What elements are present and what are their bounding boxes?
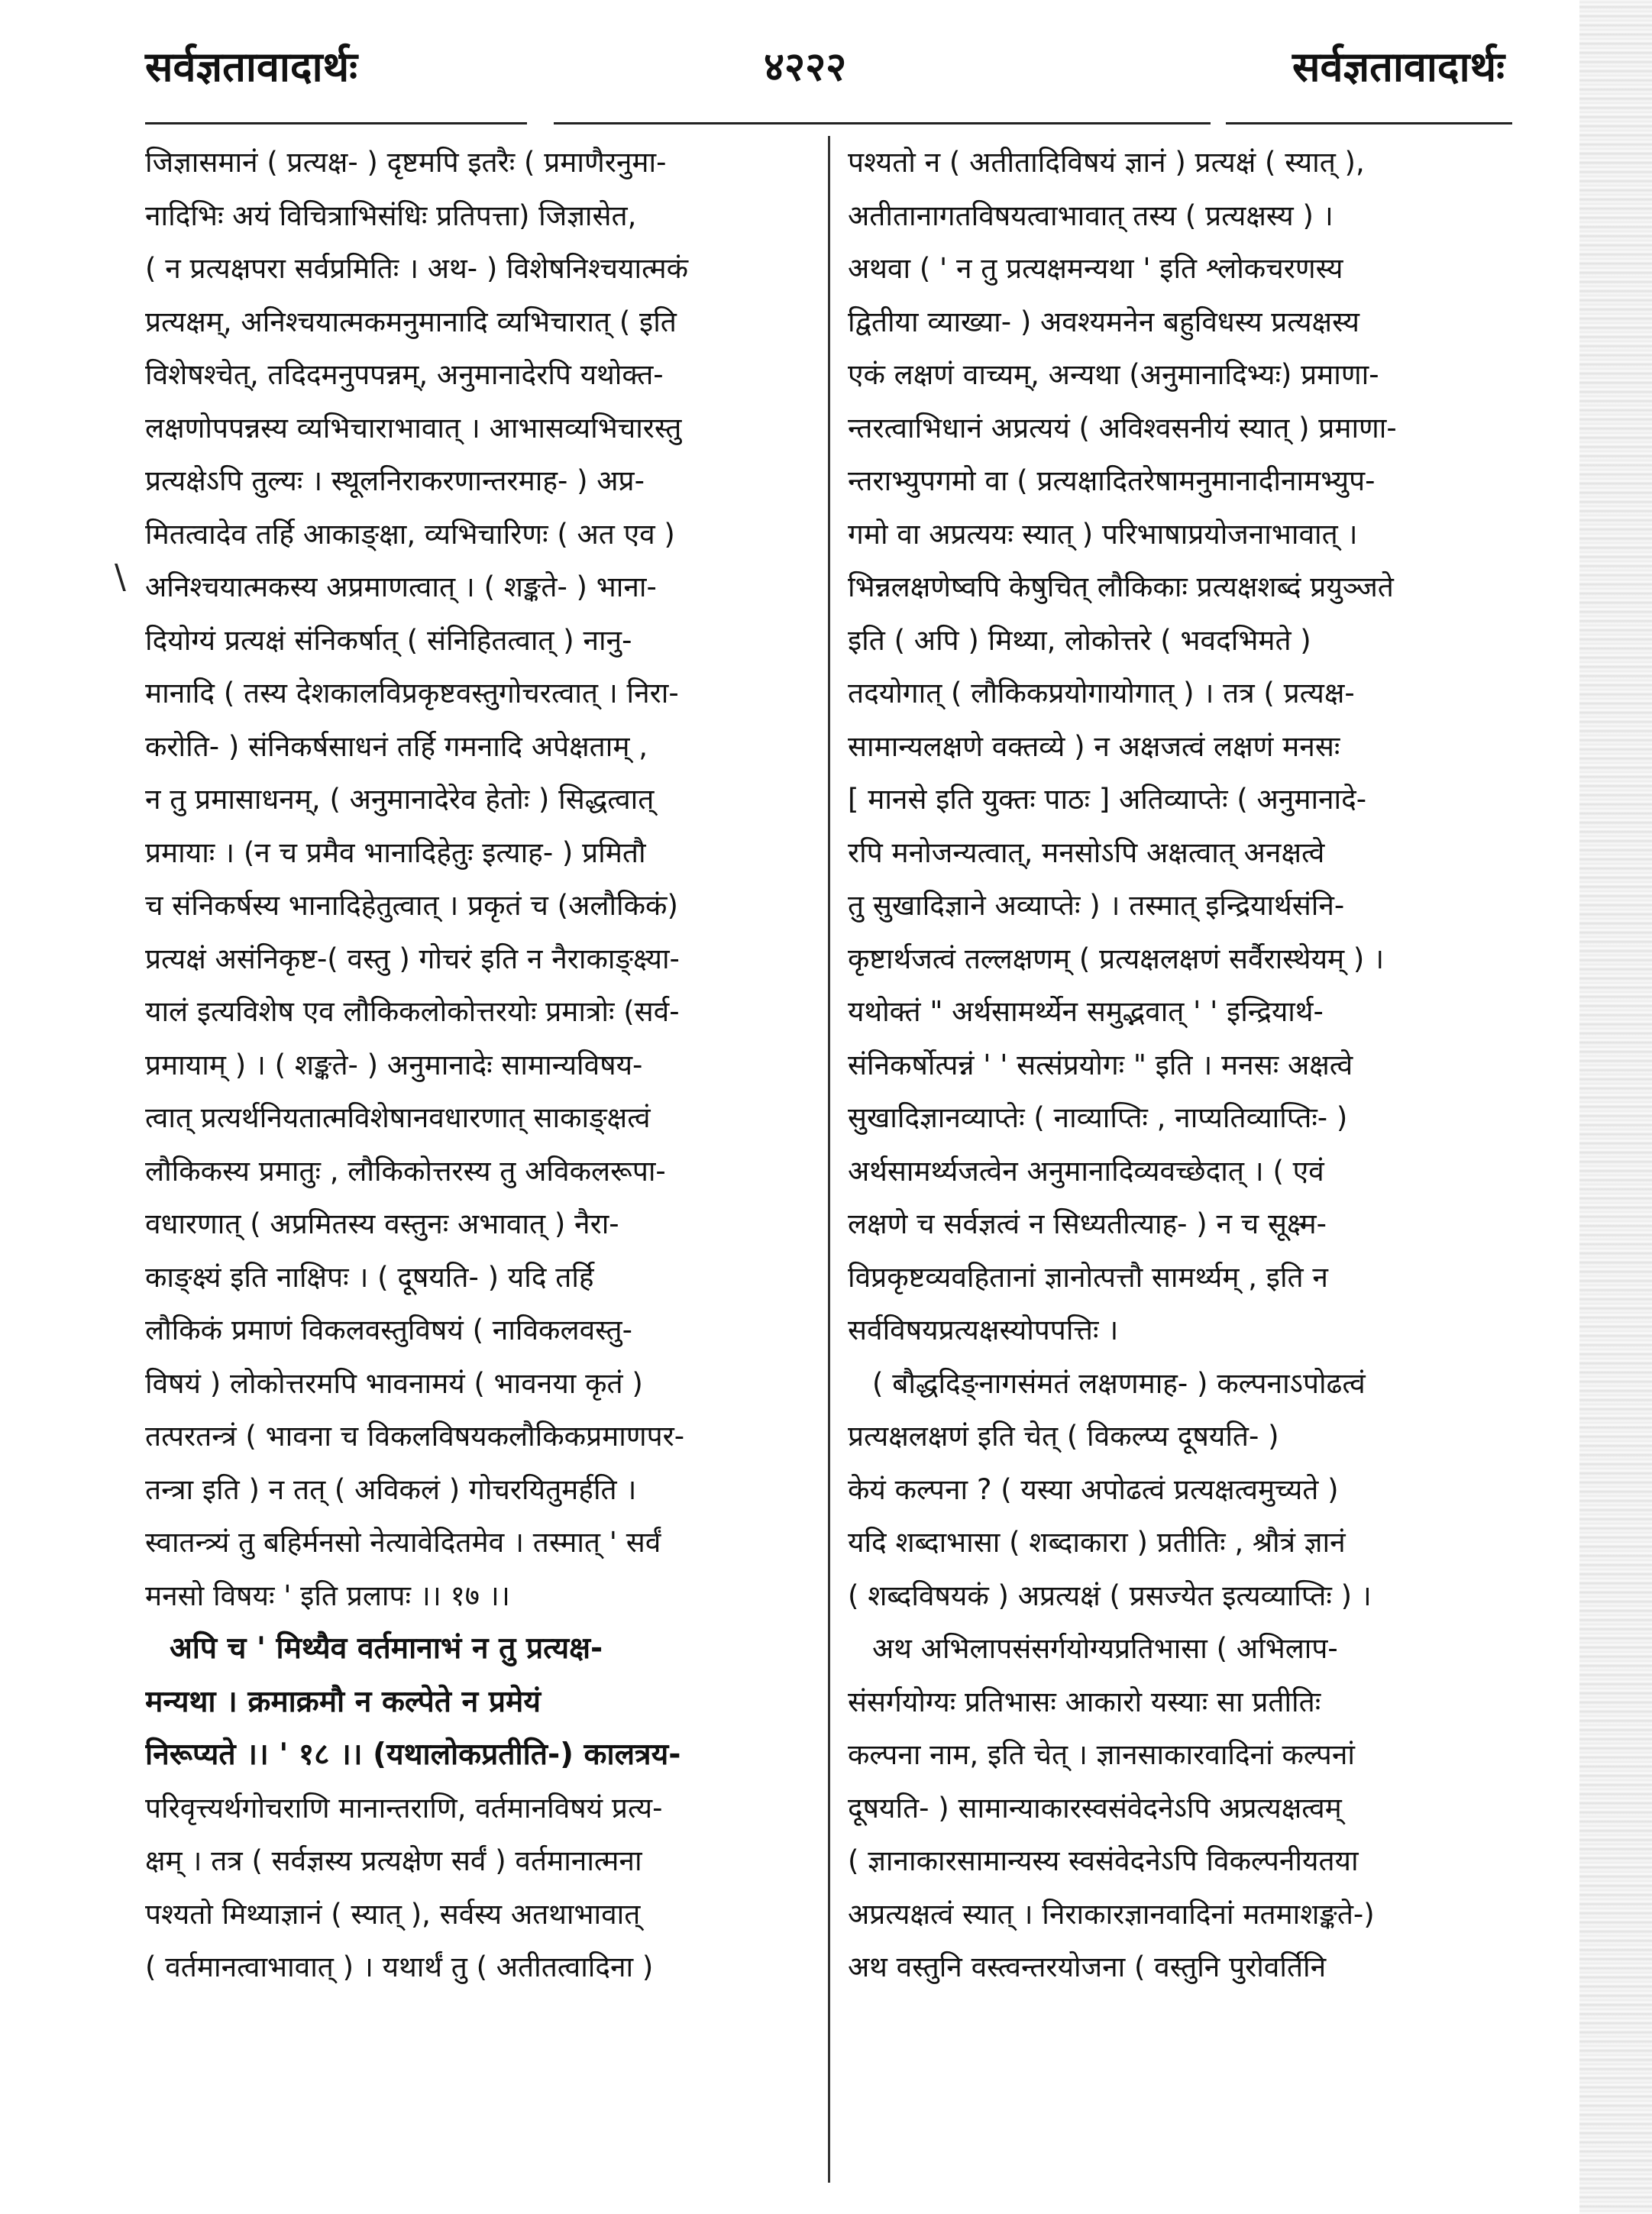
text-line: च संनिकर्षस्य भानादिहेतुत्वात् । प्रकृतं च (अलौकिकं) [145, 889, 678, 922]
column-divider [828, 136, 830, 2183]
text-line: अपि च ' मिथ्यैव वर्तमानाभं न तु प्रत्यक्ष- [170, 1631, 603, 1666]
text-line: मानादि ( तस्य देशकालविप्रकृष्टवस्तुगोचरत्वात् । निरा- [145, 677, 679, 709]
text-line: संनिकर्षोत्पन्नं ' ' सत्संप्रयोगः " इति । मनसः अक्षत्वे [848, 1048, 1353, 1081]
text-line: अतीतानागतविषयत्वाभावात् तस्य ( प्रत्यक्षस्य ) । [848, 199, 1334, 232]
left-column [145, 136, 810, 1994]
text-line: ( बौद्धदिङ्नागसंमतं लक्षणमाह- ) कल्पनाऽपोढत्वं [872, 1366, 1366, 1400]
text-line: लौकिकस्य प्रमातुः , लौकिकोत्तरस्य तु अविकलरूपा- [145, 1154, 666, 1188]
text-line: द्वितीया व्याख्या- ) अवश्यमनेन बहुविधस्य प्रत्यक्षस्य [848, 305, 1359, 338]
header-right-title: सर्वज्ञतावादार्थः [1292, 43, 1505, 91]
text-line: वधारणात् ( अप्रमितस्य वस्तुनः अभावात् ) नैरा- [145, 1207, 619, 1240]
text-line: विषयं ) लोकोत्तरमपि भावनामयं ( भावनया कृतं ) [145, 1366, 643, 1400]
text-line: प्रत्यक्षं असंनिकृष्ट-( वस्तु ) गोचरं इति न नैराकाङ्क्ष्या- [145, 942, 680, 975]
text-line: न्तराभ्युपगमो वा ( प्रत्यक्षादितरेषामनुमानादीनामभ्युप- [848, 464, 1376, 497]
text-line: प्रत्यक्षेऽपि तुल्यः । स्थूलनिराकरणान्तरमाह- ) अप्र- [145, 464, 645, 497]
text-line: जिज्ञासमानं ( प्रत्यक्ष- ) दृष्टमपि इतरैः ( प्रमाणैरनुमा- [145, 146, 667, 179]
text-line: दूषयति- ) सामान्याकारस्वसंवेदनेऽपि अप्रत्यक्षत्वम् [848, 1791, 1342, 1825]
text-line: सामान्यलक्षणे वक्तव्ये ) न अक्षजत्वं लक्षणं मनसः [848, 729, 1340, 763]
text-line: काङ्क्ष्यं इति नाक्षिपः । ( दूषयति- ) यदि तर्हि [145, 1260, 594, 1294]
text-line: ( ज्ञानाकारसामान्यस्य स्वसंवेदनेऽपि विकल्पनीयतया [848, 1844, 1359, 1877]
text-line: करोति- ) संनिकर्षसाधनं तर्हि गमनादि अपेक्षताम् , [145, 729, 648, 763]
text-line: विशेषश्चेत्, तदिदमनुपपन्नम्, अनुमानादेरपि यथोक्त- [145, 358, 664, 391]
text-line: अर्थसामर्थ्यजत्वेन अनुमानादिव्यवच्छेदात् । ( एवं [848, 1154, 1324, 1188]
text-line: ( शब्दविषयकं ) अप्रत्यक्षं ( प्रसज्येत इत्यव्याप्तिः ) । [848, 1579, 1372, 1612]
text-line: पश्यतो मिथ्याज्ञानं ( स्यात् ), सर्वस्य अतथाभावात् [145, 1897, 641, 1931]
text-line: लक्षणोपपन्नस्य व्यभिचाराभावात् । आभासव्यभिचारस्तु [145, 411, 682, 444]
text-line: गमो वा अप्रत्ययः स्यात् ) परिभाषाप्रयोजनाभावात् । [848, 517, 1358, 551]
text-line: तु सुखादिज्ञाने अव्याप्तेः ) । तस्मात् इन्द्रियार्थसंनि- [848, 889, 1345, 922]
text-line: अप्रत्यक्षत्वं स्यात् । निराकारज्ञानवादिनां मतमाशङ्कते-) [848, 1897, 1375, 1931]
text-line: विप्रकृष्टव्यवहितानां ज्ञानोत्पत्तौ सामर्थ्यम् , इति न [848, 1260, 1328, 1294]
text-line: दियोग्यं प्रत्यक्षं संनिकर्षात् ( संनिहितत्वात् ) नानु- [145, 623, 632, 657]
text-line: क्षम् । तत्र ( सर्वज्ञस्य प्रत्यक्षेण सर्वं ) वर्तमानात्मना [145, 1844, 642, 1877]
right-column [848, 136, 1512, 1994]
text-line: परिवृत्त्यर्थगोचराणि मानान्तराणि, वर्तमानविषयं प्रत्य- [145, 1791, 663, 1825]
text-line: अथवा ( ' न तु प्रत्यक्षमन्यथा ' इति श्लोकचरणस्य [848, 252, 1343, 285]
header-rule-center [554, 122, 1211, 124]
text-line: न तु प्रमासाधनम्, ( अनुमानादेरेव हेतोः ) सिद्धत्वात् [145, 783, 655, 816]
text-line: प्रत्यक्षम्, अनिश्चयात्मकमनुमानादि व्यभिचारात् ( इति [145, 305, 677, 338]
text-line: लौकिकं प्रमाणं विकलवस्तुविषयं ( नाविकलवस्तु- [145, 1314, 632, 1346]
text-line: मितत्वादेव तर्हि आकाङ्क्षा, व्यभिचारिणः ( अत एव ) [145, 517, 675, 551]
text-line: ( न प्रत्यक्षपरा सर्वप्रमितिः । अथ- ) विशेषनिश्चयात्मकं [145, 252, 689, 285]
text-line: निरूप्यते ।। ' १८ ।। (यथालोकप्रतीति-) कालत्रय- [145, 1737, 681, 1772]
text-line: मन्यथा । क्रमाक्रमौ न कल्पेते न प्रमेयं [145, 1684, 541, 1719]
text-line: एकं लक्षणं वाच्यम्, अन्यथा (अनुमानादिभ्यः) प्रमाणा- [848, 358, 1379, 391]
running-header [137, 37, 1512, 105]
text-line: तत्परतन्त्रं ( भावना च विकलविषयकलौकिकप्रमाणपर- [145, 1420, 685, 1453]
text-line: सर्वविषयप्रत्यक्षस्योपपत्तिः । [848, 1314, 1119, 1346]
text-line: स्वातन्त्र्यं तु बहिर्मनसो नेत्यावेदितमेव । तस्मात् ' सर्वं [145, 1526, 661, 1559]
header-rule-left [145, 122, 527, 124]
text-line: कल्पना नाम, इति चेत् । ज्ञानसाकारवादिनां कल्पनां [848, 1738, 1355, 1771]
text-line: तन्त्रा इति ) न तत् ( अविकलं ) गोचरयितुमर्हति । [145, 1472, 637, 1506]
text-line: लक्षणे च सर्वज्ञत्वं न सिध्यतीत्याह- ) न च सूक्ष्म- [848, 1207, 1327, 1240]
text-line: न्तरत्वाभिधानं अप्रत्ययं ( अविश्वसनीयं स्यात् ) प्रमाणा- [848, 411, 1397, 444]
text-line: प्रमायाम् ) । ( शङ्कते- ) अनुमानादेः सामान्यविषय- [145, 1048, 643, 1081]
margin-mark: \ [115, 558, 126, 596]
text-line: भिन्नलक्षणेष्वपि केषुचित् लौकिकाः प्रत्यक्षशब्दं प्रयुञ्जते [848, 570, 1394, 603]
text-line: [ मानसे इति युक्तः पाठः ] अतिव्याप्तेः ( अनुमानादे- [848, 783, 1367, 816]
text-line: संसर्गयोग्यः प्रतिभासः आकारो यस्याः सा प्रतीतिः [848, 1685, 1321, 1718]
text-line: इति ( अपि ) मिथ्या, लोकोत्तरे ( भवदभिमते ) [848, 623, 1311, 657]
text-line: अनिश्चयात्मकस्य अप्रमाणत्वात् । ( शङ्कते- ) भाना- [145, 570, 657, 603]
text-line: यालं इत्यविशेष एव लौकिकलोकोत्तरयोः प्रमात्रोः (सर्व- [145, 995, 680, 1028]
text-line: कृष्टार्थजत्वं तल्लक्षणम् ( प्रत्यक्षलक्षणं सर्वैरास्थेयम् ) । [848, 942, 1385, 975]
text-line: त्वात् प्रत्यर्थनियतात्मविशेषानवधारणात् साकाङ्क्षत्वं [145, 1101, 651, 1134]
text-line: रपि मनोजन्यत्वात्, मनसोऽपि अक्षत्वात् अनक्षत्वे [848, 836, 1325, 869]
text-line: अथ अभिलापसंसर्गयोग्यप्रतिभासा ( अभिलाप- [872, 1632, 1338, 1665]
text-line: मनसो विषयः ' इति प्रलापः ।। १७ ।। [145, 1579, 510, 1612]
text-line: सुखादिज्ञानव्याप्तेः ( नाव्याप्तिः , नाप्यतिव्याप्तिः- ) [848, 1101, 1348, 1134]
text-line: पश्यतो न ( अतीतादिविषयं ज्ञानं ) प्रत्यक्षं ( स्यात् ), [848, 146, 1365, 179]
text-line: प्रत्यक्षलक्षणं इति चेत् ( विकल्प्य दूषयति- ) [848, 1420, 1279, 1453]
text-line: प्रमायाः । (न च प्रमैव भानादिहेतुः इत्याह- ) प्रमितौ [145, 836, 646, 869]
page-number: ४२२२ [764, 44, 847, 90]
text-line: यथोक्तं " अर्थसामर्थ्येन समुद्भवात् ' ' इन्द्रियार्थ- [848, 995, 1324, 1028]
text-line: ( वर्तमानत्वाभावात् ) । यथार्थं तु ( अतीतत्वादिना ) [145, 1951, 654, 1983]
header-left-title: सर्वज्ञतावादार्थः [145, 43, 357, 91]
scan-edge [1579, 0, 1652, 2214]
text-line: अथ वस्तुनि वस्त्वन्तरयोजना ( वस्तुनि पुरोवर्तिनि [848, 1951, 1327, 1983]
text-line: नादिभिः अयं विचित्राभिसंधिः प्रतिपत्ता) जिज्ञासेत, [145, 199, 637, 232]
text-line: तदयोगात् ( लौकिकप्रयोगायोगात् ) । तत्र ( प्रत्यक्ष- [848, 677, 1355, 709]
header-rule-right [1226, 122, 1512, 124]
text-line: यदि शब्दाभासा ( शब्दाकारा ) प्रतीतिः , श्रौत्रं ज्ञानं [848, 1526, 1346, 1559]
text-line: केयं कल्पना ? ( यस्या अपोढत्वं प्रत्यक्षत्वमुच्यते ) [848, 1472, 1339, 1506]
